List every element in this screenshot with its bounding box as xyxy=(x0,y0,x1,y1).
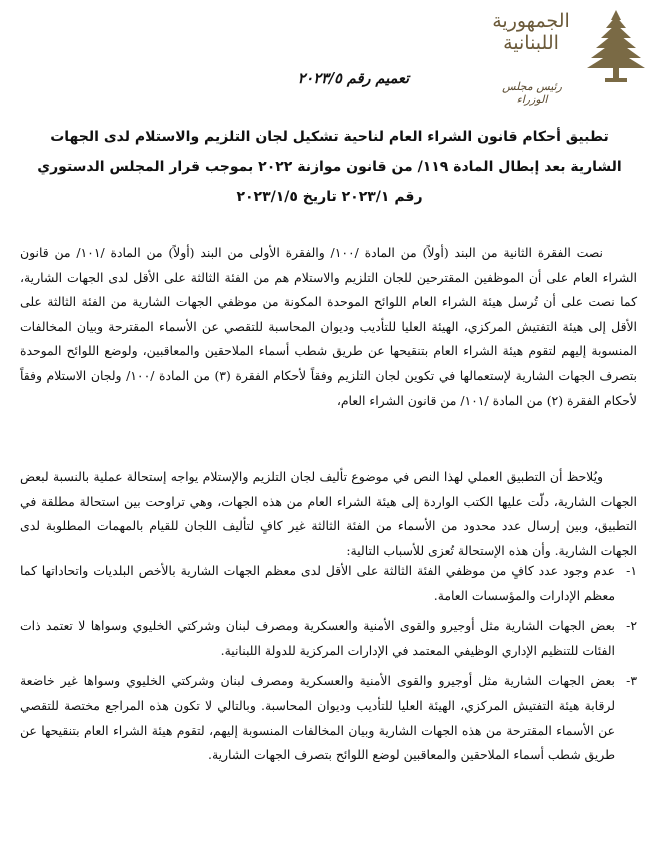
list-item xyxy=(20,559,637,608)
list-item-number: ١- xyxy=(626,563,637,578)
title-line-2: الشارية بعد إبطال المادة ١١٩/ من قانون موازنة ٢٠٢٢ بموجب قرار المجلس الدستوري xyxy=(37,159,622,175)
list-item-number: ٣- xyxy=(626,673,637,689)
cedar-emblem-icon xyxy=(585,6,647,86)
emblem-calligraphy: الجمهورية اللبنانية xyxy=(492,10,570,54)
list-item-text: بعض الجهات الشارية مثل أوجيرو والقوى الأمنية والعسكرية ومصرف لبنان وشركتي الخليوي وسواها لا تعتمد ذات الفئات للتنظيم الإداري الوظيفي المعتمد في الإدارات المركزية للدولة اللبنانية. xyxy=(20,618,615,658)
circular-number: تعميم رقم ٢٠٢٣/٥ xyxy=(297,70,409,87)
office-name: رئيس مجلس الوزراء xyxy=(502,80,562,106)
list-item-number: ٢- xyxy=(626,618,637,634)
list-item xyxy=(20,669,637,767)
paragraph-2: ويُلاحظ أن التطبيق العملي لهذا النص في موضوع تأليف لجان التلزيم والإستلام يواجه إستحالة عملية بالنسبة لبعض الجهات الشارية، دلّت عليها الكتب الواردة إلى هيئة الشراء العام من هذه الجهات، وهي تراوحت بين استحالة مطلقة في التطبيق، وبين إرسال عدد محدود من الأسماء من الفئة الثالثة غير كافٍ لتأليف اللجان للقيام بالمهمات المطلوبة لدى الجهات الشارية. وأن هذه الإستحالة تُعزى للأسباب التالية: xyxy=(20,469,637,558)
reasons-list xyxy=(20,559,637,774)
title-line-3: رقم ٢٠٢٣/١ تاريخ ٢٠٢٣/١/٥ xyxy=(236,189,423,205)
paragraph-1: نصت الفقرة الثانية من البند (أولاً) من المادة /١٠٠/ والفقرة الأولى من البند (أولاً) من المادة /١٠١/ من قانون الشراء العام على أن الموظفين المقترحين للجان التلزيم والاستلام هم من الفئة الثالثة على الأقل لدى الجهات الشارية، كما نصت على أن تُرسل هيئة الشراء العام اللوائح الموحدة المكونة من موظفي الجهات الشارية من الفئة الثالثة على الأقل إلى هيئة التفتيش المركزي، الهيئة العليا للتأديب وديوان المحاسبة للتقصي عن الأسماء المقترحة وبيان المخالفات المنسوبة إليهم لتقوم هيئة الشراء العام بتنقيحها عن طريق شطب أسماء الملاحقين والمعاقبين، ولوضع اللوائح الموحدة بتصرف الجهات الشارية لإستعمالها في تكوين لجان التلزيم وفقاً لأحكام الفقرة (٣) من المادة /١٠٠/ ولجان الاستلام وفقاً لأحكام الفقرة (٢) من المادة /١٠١/ من قانون الشراء العام، xyxy=(20,245,637,408)
list-item-text: بعض الجهات الشارية مثل أوجيرو والقوى الأمنية والعسكرية ومصرف لبنان وشركتي الخليوي وسواها غير خاضعة لرقابة هيئة التفتيش المركزي، الهيئة العليا للتأديب وديوان المحاسبة. وبالتالي لا تكون هذه المراجع مختصة للتقصي عن الأسماء المقترحة من هذه الجهات الشارية وبيان المخالفات المنسوبة إليهم، لتقوم هيئة الشراء العام بتنقيحها عن طريق شطب أسماء الملاحقين والمعاقبين لوضع اللوائح بتصرف الجهات الشارية. xyxy=(20,673,615,763)
document-title xyxy=(22,122,637,212)
list-item xyxy=(20,614,637,663)
title-line-1: تطبيق أحكام قانون الشراء العام لناحية تشكيل لجان التلزيم والاستلام لدى الجهات xyxy=(50,129,609,145)
list-item-text: عدم وجود عدد كافٍ من موظفي الفئة الثالثة على الأقل لدى معظم الجهات الشارية بالأخص البلديات واتحاداتها كما معظم الإدارات والمؤسسات العامة. xyxy=(20,563,615,603)
